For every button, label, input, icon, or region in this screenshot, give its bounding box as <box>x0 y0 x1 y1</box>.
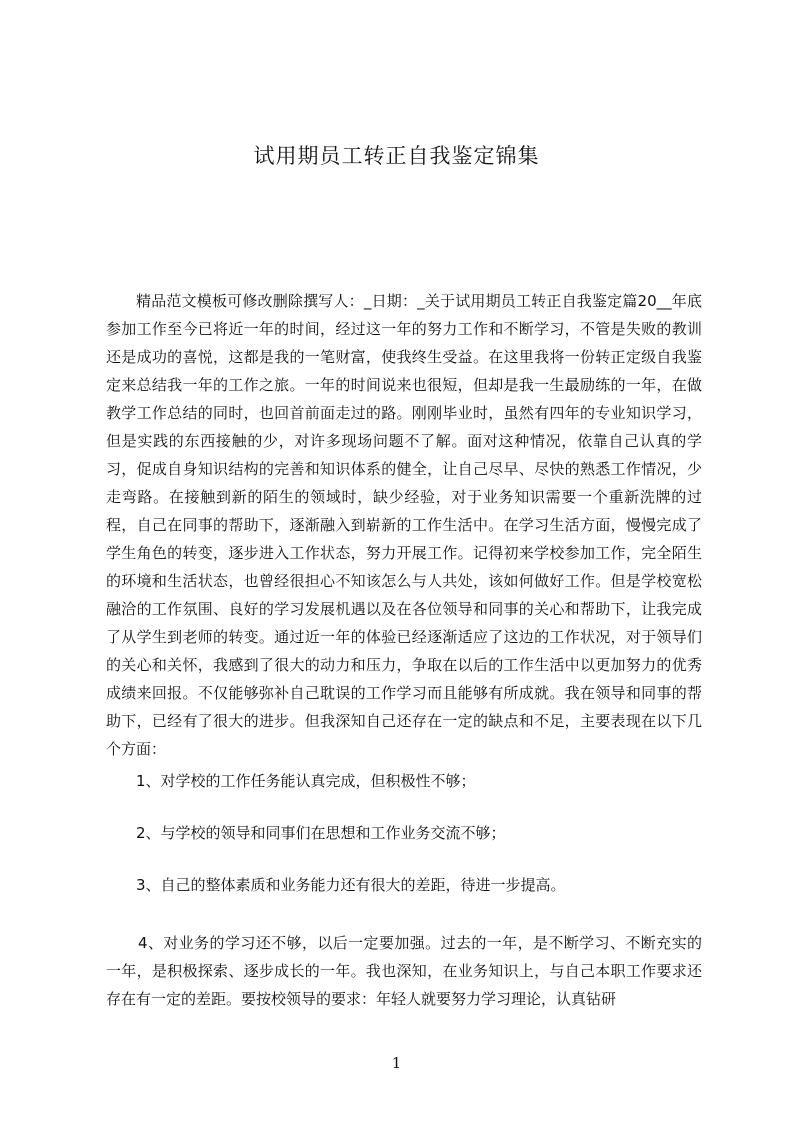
body-paragraph-continued: 4、对业务的学习还不够，以后一定要加强。过去的一年，是不断学习、不断充实的一年，是积极探索、逐步成长的一年。我也深知，在业务知识上，与自己本职工作要求还存在有一定的差距。要按校领导的要求：年轻人就要努力学习理论，认真钻研 <box>106 934 702 1008</box>
list-item: 2、与学校的领导和同事们在思想和工作业务交流不够； <box>136 824 506 842</box>
page-number: 1 <box>391 1054 402 1072</box>
body-paragraph-main: 精品范文模板可修改删除撰写人：_日期：_关于试用期员工转正自我鉴定篇20__年底参加工作至今已将近一年的时间，经过这一年的努力工作和不断学习，不管是失败的教训还是成功的喜悦，这都是我的一笔财富，使我终生受益。在这里我将一份转正定级自我鉴定来总结我一年的工作之旅。一年的时间说来也很短，但却是我一生最励练的一年，在做教学工作总结的同时，也回首前面走过的路。刚刚毕业时，虽然有四年的专业知识学习，但是实践的东西接触的少，对许多现场问题不了解。面对这种情况，依靠自己认真的学习，促成自身知识结构的完善和知识体系的健全，让自己尽早、尽快的熟悉工作情况，少走弯路。在接触到新的陌生的领域时，缺少经验，对于业务知识需要一个重新洗牌的过程，自己在同事的帮助下，逐渐融入到崭新的工作生活中。在学习生活方面，慢慢完成了学生角色的转变，逐步进入工作状态，努力开展工作。记得初来学校参加工作，完全陌生的环境和生活状态，也曾经很担心不知该怎么与人共处，该如何做好工作。但是学校宽松融洽的工作氛围、良好的学习发展机遇以及在各位领导和同事的关心和帮助下，让我完成了从学生到老师的转变。通过近一年的体验已经逐渐适应了这边的工作状况，对于领导们的关心和关怀，我感到了很大的动力和压力，争取在以后的工作生活中以更加努力的优秀成绩来回报。不仅能够弥补自己耽误的工作学习而且能够有所成就。我在领导和同事的帮助下，已经有了很大的进步。但我深知自己还存在一定的缺点和不足，主要表现在以下几个方面： <box>106 292 702 758</box>
list-item: 1、对学校的工作任务能认真完成，但积极性不够； <box>136 772 476 790</box>
document-title: 试用期员工转正自我鉴定锦集 <box>253 144 540 168</box>
list-item: 3、自己的整体素质和业务能力还有很大的差距，待进一步提高。 <box>136 876 566 894</box>
